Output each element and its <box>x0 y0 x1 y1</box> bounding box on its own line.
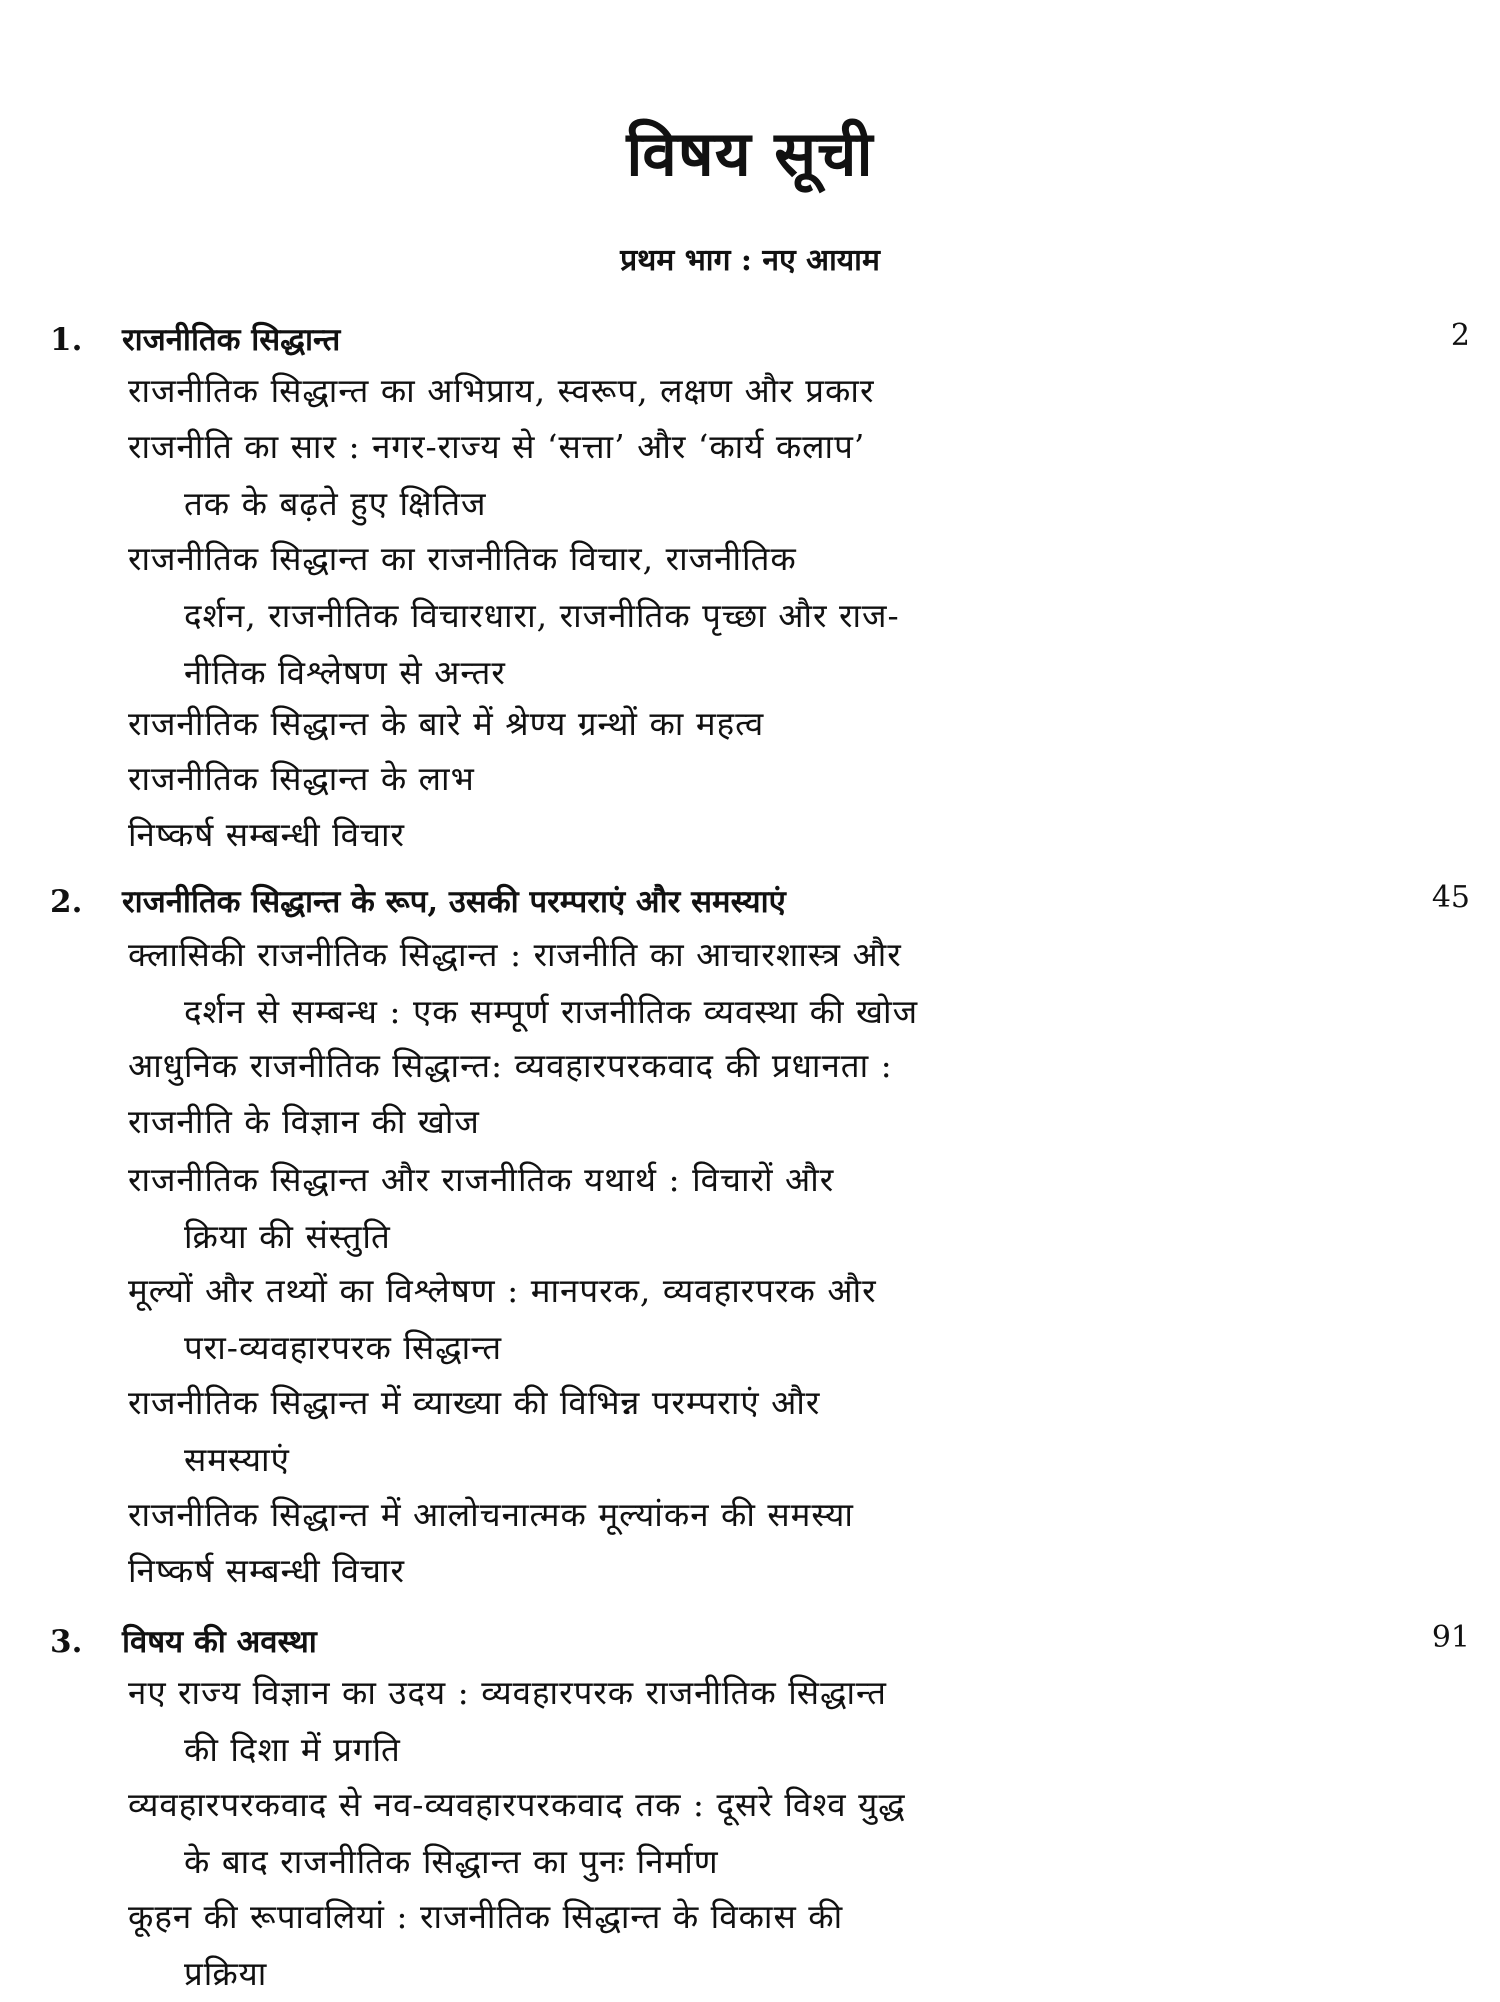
chapter-heading[interactable] <box>50 318 1470 360</box>
part-heading: प्रथम भाग : नए आयाम <box>620 243 880 278</box>
entry-line: निष्कर्ष सम्बन्धी विचार <box>128 1551 406 1590</box>
toc-entry[interactable] <box>128 1374 1390 1488</box>
entry-line: आधुनिक राजनीतिक सिद्धान्त: व्यवहारपरकवाद की प्रधानता : <box>128 1046 893 1085</box>
toc-entry[interactable] <box>128 926 1390 1040</box>
toc-entry[interactable] <box>128 1776 1390 1890</box>
entry-line: राजनीतिक सिद्धान्त के लाभ <box>128 759 475 798</box>
entry-line: राजनीतिक सिद्धान्त और राजनीतिक यथार्थ : विचारों और <box>128 1160 835 1199</box>
toc-entry[interactable] <box>128 1888 1390 2002</box>
entry-line: प्रक्रिया <box>184 1954 268 1993</box>
entry-line: राजनीतिक सिद्धान्त का राजनीतिक विचार, राजनीतिक <box>128 539 797 578</box>
entry-line: नीतिक विश्लेषण से अन्तर <box>184 653 506 692</box>
toc-entry[interactable] <box>128 362 1390 419</box>
entry-line: दर्शन से सम्बन्ध : एक सम्पूर्ण राजनीतिक व्यवस्था की खोज <box>184 992 919 1031</box>
entry-line: निष्कर्ष सम्बन्धी विचार <box>128 815 406 854</box>
chapter-title: राजनीतिक सिद्धान्त के रूप, उसकी परम्पराएं और समस्याएं <box>122 884 786 920</box>
entry-line: क्रिया की संस्तुति <box>184 1217 391 1256</box>
chapter-heading[interactable] <box>50 880 1470 922</box>
entry-line: राजनीतिक सिद्धान्त में आलोचनात्मक मूल्यांकन की समस्या <box>128 1495 854 1534</box>
chapter-title: राजनीतिक सिद्धान्त <box>122 322 341 358</box>
toc-entry[interactable] <box>128 1262 1390 1376</box>
entry-line: राजनीतिक सिद्धान्त का अभिप्राय, स्वरूप, लक्षण और प्रकार <box>128 371 875 410</box>
toc-entry[interactable] <box>128 1093 1390 1150</box>
chapter-heading[interactable] <box>50 1620 1470 1662</box>
entry-line: तक के बढ़ते हुए क्षितिज <box>184 484 487 523</box>
chapter-number: 1. <box>50 322 83 358</box>
entry-line: की दिशा में प्रगति <box>184 1730 401 1769</box>
toc-entry[interactable] <box>128 1542 1390 1599</box>
toc-entry[interactable] <box>128 1151 1390 1265</box>
entry-line: कूहन की रूपावलियां : राजनीतिक सिद्धान्त के विकास की <box>128 1897 844 1936</box>
chapter-number: 3. <box>50 1624 83 1660</box>
toc-entry[interactable] <box>128 530 1390 701</box>
toc-entry[interactable] <box>128 1037 1390 1094</box>
page-title: विषय सूची <box>626 117 874 190</box>
entry-line: दर्शन, राजनीतिक विचारधारा, राजनीतिक पृच्छा और राज- <box>184 596 900 635</box>
entry-line: के बाद राजनीतिक सिद्धान्त का पुनः निर्माण <box>184 1842 719 1881</box>
entry-line: राजनीतिक सिद्धान्त के बारे में श्रेण्य ग्रन्थों का महत्व <box>128 704 765 743</box>
toc-entry[interactable] <box>128 1486 1390 1543</box>
chapter-number: 2. <box>50 884 83 920</box>
toc-entry[interactable] <box>128 418 1390 532</box>
toc-entry[interactable] <box>128 806 1390 863</box>
entry-line: परा-व्यवहारपरक सिद्धान्त <box>184 1328 503 1367</box>
entry-line: राजनीति के विज्ञान की खोज <box>128 1102 480 1141</box>
entry-line: राजनीतिक सिद्धान्त में व्याख्या की विभिन्न परम्पराएं और <box>128 1383 821 1422</box>
toc-entry[interactable] <box>128 1664 1390 1778</box>
chapter-title: विषय की अवस्था <box>122 1624 317 1660</box>
entry-line: राजनीति का सार : नगर-राज्य से ‘सत्ता’ और ‘कार्य कलाप’ <box>128 427 866 466</box>
entry-line: मूल्यों और तथ्यों का विश्लेषण : मानपरक, व्यवहारपरक और <box>128 1271 877 1310</box>
entry-line: क्लासिकी राजनीतिक सिद्धान्त : राजनीति का आचारशास्त्र और <box>128 935 902 974</box>
entry-line: व्यवहारपरकवाद से नव-व्यवहारपरकवाद तक : दूसरे विश्व युद्ध <box>128 1785 906 1824</box>
chapter-page-number: 45 <box>1431 880 1470 915</box>
toc-entry[interactable] <box>128 750 1390 807</box>
chapter-page-number: 2 <box>1450 318 1470 353</box>
entry-line: नए राज्य विज्ञान का उदय : व्यवहारपरक राजनीतिक सिद्धान्त <box>128 1673 887 1712</box>
toc-entry[interactable] <box>128 695 1390 752</box>
chapter-page-number: 91 <box>1431 1620 1470 1655</box>
entry-line: समस्याएं <box>184 1440 290 1479</box>
